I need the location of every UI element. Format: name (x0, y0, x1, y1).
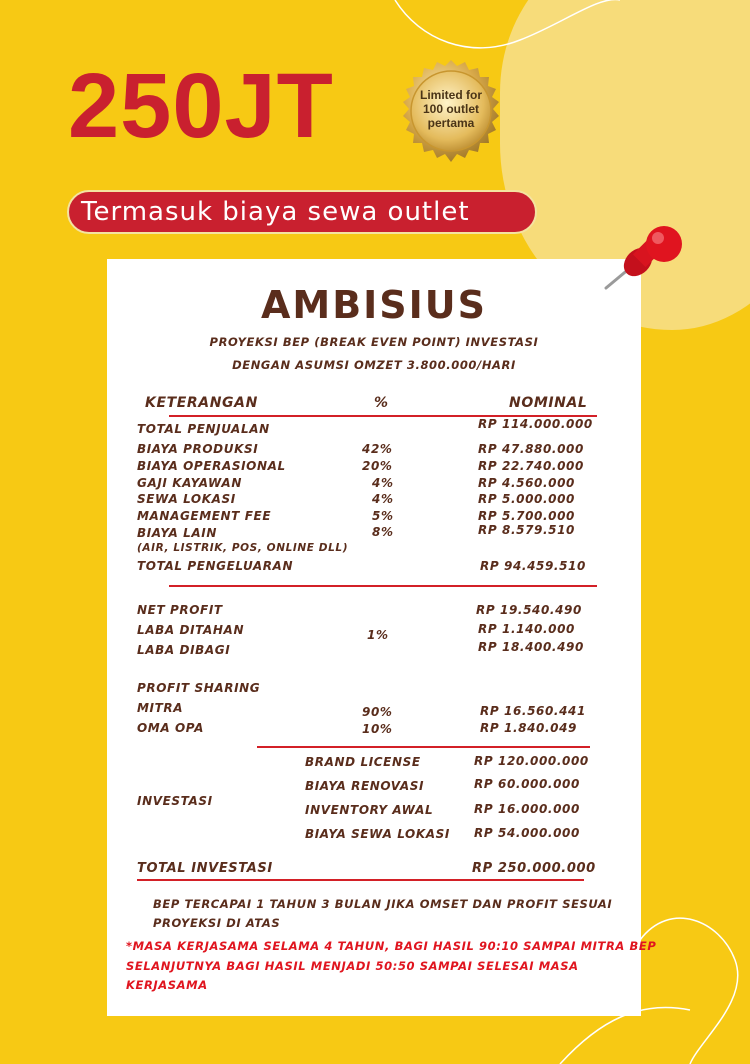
contract-note-line-3: KERJASAMA (126, 978, 208, 992)
column-keterangan: KETERANGAN (145, 395, 258, 411)
expense-label: BIAYA PRODUKSI (137, 442, 259, 456)
profit-sharing-rule (257, 746, 590, 748)
total-investasi-rule (137, 879, 584, 881)
investasi-label: INVESTASI (137, 794, 213, 808)
total-investasi-label: TOTAL INVESTASI (137, 861, 273, 876)
investasi-item-value: RP 120.000.000 (474, 754, 589, 768)
total-investasi-value: RP 250.000.000 (472, 861, 596, 876)
expense-label: BIAYA LAIN (137, 526, 217, 540)
investasi-item-value: RP 16.000.000 (474, 802, 580, 816)
laba-ditahan-label: LABA DITAHAN (137, 623, 245, 637)
laba-ditahan-value: RP 1.140.000 (478, 622, 575, 636)
profit-sharing-label: PROFIT SHARING (137, 681, 261, 695)
biaya-lain-note: (AIR, LISTRIK, POS, ONLINE DLL) (137, 542, 349, 554)
laba-pct: 1% (367, 628, 389, 642)
total-penjualan-label: TOTAL PENJUALAN (137, 422, 270, 436)
push-pin-icon (600, 222, 692, 296)
investasi-item-label: BIAYA RENOVASI (305, 779, 425, 793)
bep-projection-sheet (107, 259, 657, 1016)
total-pengeluaran-value: RP 94.459.510 (480, 559, 586, 573)
mitra-pct: 90% (362, 705, 393, 719)
expense-value: RP 5.000.000 (478, 492, 575, 506)
subtitle-1: PROYEKSI BEP (BREAK EVEN POINT) INVESTASI (209, 335, 539, 349)
expense-pct: 8% (372, 525, 394, 539)
mitra-value: RP 16.560.441 (480, 704, 586, 718)
expense-value: RP 47.880.000 (478, 442, 584, 456)
expense-value: RP 4.560.000 (478, 476, 575, 490)
column-percent: % (374, 395, 389, 411)
investasi-item-value: RP 54.000.000 (474, 826, 580, 840)
total-pengeluaran-label: TOTAL PENGELUARAN (137, 559, 294, 573)
subtitle-2: DENGAN ASUMSI OMZET 3.800.000/HARI (232, 358, 516, 372)
pengeluaran-rule (169, 585, 597, 587)
net-profit-label: NET PROFIT (137, 603, 223, 617)
expense-value: RP 22.740.000 (478, 459, 584, 473)
contract-note-line-1: *MASA KERJASAMA SELAMA 4 TAHUN, BAGI HASIL 90:10 SAMPAI MITRA BEP (126, 939, 657, 953)
mitra-label: MITRA (137, 701, 184, 715)
expense-pct: 4% (372, 492, 394, 506)
expense-label: SEWA LOKASI (137, 492, 236, 506)
brand-title: AMBISIUS (260, 283, 488, 327)
total-penjualan-value: RP 114.000.000 (478, 417, 593, 431)
expense-pct: 5% (372, 509, 394, 523)
bep-note-line-1: BEP TERCAPAI 1 TAHUN 3 BULAN JIKA OMSET DAN PROFIT SESUAI (153, 897, 613, 911)
expense-value: RP 8.579.510 (478, 523, 575, 537)
expense-label: MANAGEMENT FEE (137, 509, 272, 523)
seal-text: Limited for 100 outlet pertama (420, 88, 482, 130)
net-profit-value: RP 19.540.490 (476, 603, 582, 617)
column-nominal: NOMINAL (509, 395, 588, 411)
investasi-item-value: RP 60.000.000 (474, 777, 580, 791)
expense-value: RP 5.700.000 (478, 509, 575, 523)
investasi-item-label: INVENTORY AWAL (305, 803, 434, 817)
rent-included-pill: Termasuk biaya sewa outlet (67, 190, 537, 234)
expense-label: GAJI KAYAWAN (137, 476, 242, 490)
expense-pct: 4% (372, 476, 394, 490)
expense-pct: 42% (362, 442, 393, 456)
expense-label: BIAYA OPERASIONAL (137, 459, 286, 473)
laba-dibagi-label: LABA DIBAGI (137, 643, 231, 657)
investasi-item-label: BIAYA SEWA LOKASI (305, 827, 450, 841)
laba-dibagi-value: RP 18.400.490 (478, 640, 584, 654)
oma-opa-pct: 10% (362, 722, 393, 736)
oma-opa-value: RP 1.840.049 (480, 721, 577, 735)
limited-seal (395, 58, 507, 170)
oma-opa-label: OMA OPA (137, 721, 204, 735)
investasi-item-label: BRAND LICENSE (305, 755, 421, 769)
expense-pct: 20% (362, 459, 393, 473)
price-heading: 250JT (68, 55, 334, 157)
contract-note-line-2: SELANJUTNYA BAGI HASIL MENJADI 50:50 SAMPAI SELESAI MASA (126, 959, 579, 973)
bep-note-line-2: PROYEKSI DI ATAS (153, 916, 281, 930)
